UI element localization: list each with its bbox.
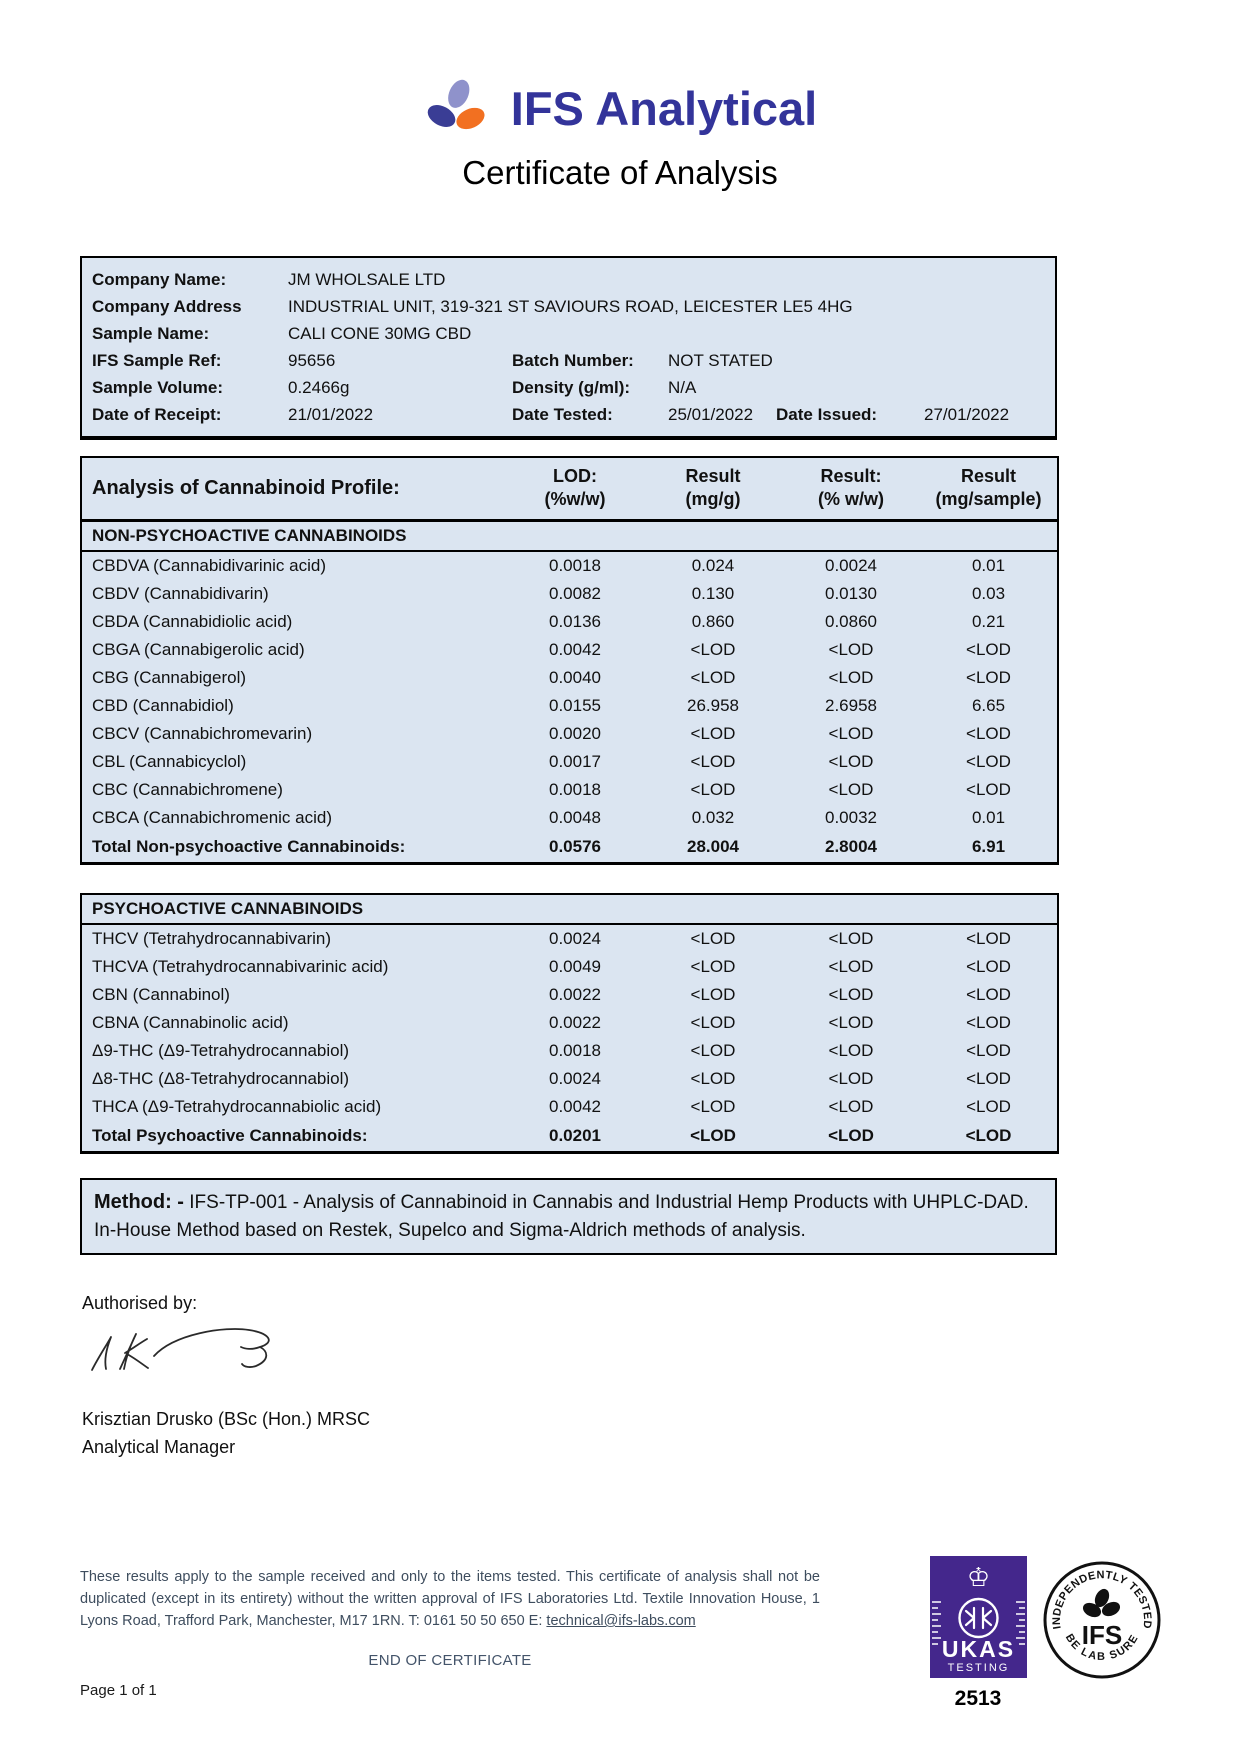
table-row bbox=[81, 580, 1058, 608]
table-row bbox=[81, 1093, 1058, 1121]
result-mgsample: <LOD bbox=[966, 1068, 1011, 1088]
column-header-lod: LOD: (%w/w) bbox=[506, 457, 644, 520]
info-row-company-name bbox=[92, 266, 1055, 293]
result-pww: <LOD bbox=[828, 1040, 874, 1060]
company-address-label: Company Address bbox=[92, 297, 242, 316]
table-row bbox=[81, 953, 1058, 981]
ifs-sample-ref-label: IFS Sample Ref: bbox=[92, 351, 222, 370]
company-name-label: Company Name: bbox=[92, 270, 227, 289]
compound-name: CBNA (Cannabinolic acid) bbox=[92, 1012, 289, 1032]
lod-value: 0.0018 bbox=[549, 555, 601, 575]
result-mgsample: <LOD bbox=[966, 1012, 1011, 1032]
date-issued-value: 27/01/2022 bbox=[924, 405, 1010, 424]
compound-name: CBDV (Cannabidivarin) bbox=[92, 583, 269, 603]
result-mgsample: <LOD bbox=[966, 956, 1011, 976]
lod-value: 0.0048 bbox=[549, 807, 601, 827]
stamp-ifs-wordmark: IFS bbox=[1081, 1620, 1123, 1650]
lod-value: 0.0136 bbox=[549, 611, 601, 631]
ukas-testing-label: TESTING bbox=[947, 1662, 1009, 1674]
table-row bbox=[81, 981, 1058, 1009]
date-tested-value: 25/01/2022 bbox=[668, 405, 754, 424]
result-pww: 0.0032 bbox=[825, 807, 877, 827]
total-row-nonpsychoactive bbox=[81, 832, 1058, 864]
authoriser-block bbox=[82, 1405, 1240, 1461]
lod-value: 0.0022 bbox=[549, 1012, 601, 1032]
table-row bbox=[81, 924, 1058, 953]
result-pww: 0.0130 bbox=[825, 583, 877, 603]
lod-value: 0.0042 bbox=[549, 1096, 601, 1116]
method-text: IFS-TP-001 - Analysis of Cannabinoid in Cannabis and Industrial Hemp Products with UHPLC-DAD. In-House Method based on Restek, Supelco and Sigma-Aldrich methods of analysis. bbox=[94, 1191, 1029, 1241]
sample-volume-value: 0.2466g bbox=[288, 378, 350, 397]
total-lod: 0.0576 bbox=[549, 836, 601, 856]
result-mgsample: <LOD bbox=[966, 723, 1011, 743]
compound-name: CBC (Cannabichromene) bbox=[92, 779, 283, 799]
table-row bbox=[81, 776, 1058, 804]
ukas-accreditation bbox=[928, 1556, 1028, 1711]
column-header-result-mgsample: Result (mg/sample) bbox=[920, 457, 1058, 520]
section-header-psychoactive: PSYCHOACTIVE CANNABINOIDS bbox=[81, 894, 1058, 924]
lod-value: 0.0022 bbox=[549, 984, 601, 1004]
lod-value: 0.0042 bbox=[549, 639, 601, 659]
section-header-row bbox=[81, 894, 1058, 924]
result-pww: <LOD bbox=[828, 956, 874, 976]
result-mgsample: 0.01 bbox=[971, 807, 1006, 827]
lod-value: 0.0020 bbox=[549, 723, 601, 743]
compound-name: Δ8-THC (Δ8-Tetrahydrocannabiol) bbox=[92, 1068, 350, 1088]
ukas-accreditation-number: 2513 bbox=[954, 1687, 1002, 1710]
compound-name: CBDA (Cannabidiolic acid) bbox=[92, 611, 293, 631]
result-pww: <LOD bbox=[828, 779, 874, 799]
result-mgg: <LOD bbox=[690, 639, 736, 659]
result-mgg: <LOD bbox=[690, 928, 736, 948]
brand-header bbox=[0, 0, 1240, 140]
result-mgsample: 0.01 bbox=[971, 555, 1006, 575]
contact-email-link[interactable]: technical@ifs-labs.com bbox=[546, 1613, 696, 1629]
date-receipt-value: 21/01/2022 bbox=[288, 405, 374, 424]
result-pww: <LOD bbox=[828, 639, 874, 659]
result-pww: <LOD bbox=[828, 1068, 874, 1088]
lod-value: 0.0018 bbox=[549, 779, 601, 799]
table-header-row bbox=[81, 457, 1058, 520]
ifs-sample-ref-value: 95656 bbox=[288, 351, 336, 370]
table-row bbox=[81, 804, 1058, 832]
result-mgg: <LOD bbox=[690, 984, 736, 1004]
result-pww: <LOD bbox=[828, 928, 874, 948]
lod-value: 0.0024 bbox=[549, 928, 601, 948]
total-label: Total Non-psychoactive Cannabinoids: bbox=[92, 836, 406, 856]
compound-name: CBD (Cannabidiol) bbox=[92, 695, 234, 715]
density-value: N/A bbox=[668, 378, 697, 397]
result-mgsample: <LOD bbox=[966, 639, 1011, 659]
result-mgg: <LOD bbox=[690, 1068, 736, 1088]
result-pww: <LOD bbox=[828, 1012, 874, 1032]
table-row bbox=[81, 608, 1058, 636]
table-row bbox=[81, 692, 1058, 720]
sample-name-value: CALI CONE 30MG CBD bbox=[288, 324, 472, 343]
result-mgg: 26.958 bbox=[687, 695, 739, 715]
result-mgsample: 0.21 bbox=[971, 611, 1006, 631]
compound-name: THCV (Tetrahydrocannabivarin) bbox=[92, 928, 332, 948]
compound-name: CBDVA (Cannabidivarinic acid) bbox=[92, 555, 327, 575]
section-header-row bbox=[81, 520, 1058, 551]
total-pww: <LOD bbox=[828, 1125, 874, 1145]
total-mgg: <LOD bbox=[690, 1125, 736, 1145]
compound-name: CBN (Cannabinol) bbox=[92, 984, 230, 1004]
result-mgg: <LOD bbox=[690, 667, 736, 687]
ifs-trefoil-logo-icon bbox=[423, 76, 497, 140]
batch-number-label: Batch Number: bbox=[512, 351, 634, 370]
total-mgsample: 6.91 bbox=[971, 836, 1006, 856]
lod-value: 0.0017 bbox=[549, 751, 601, 771]
end-of-certificate: END OF CERTIFICATE bbox=[368, 1652, 532, 1669]
result-pww: 0.0860 bbox=[825, 611, 877, 631]
sample-volume-label: Sample Volume: bbox=[92, 378, 223, 397]
total-row-psychoactive bbox=[81, 1121, 1058, 1153]
result-mgg: <LOD bbox=[690, 956, 736, 976]
sample-name-label: Sample Name: bbox=[92, 324, 210, 343]
date-issued-label: Date Issued: bbox=[776, 405, 878, 424]
info-row-sample-name bbox=[92, 320, 1055, 347]
compound-name: CBG (Cannabigerol) bbox=[92, 667, 247, 687]
compound-name: CBL (Cannabicyclol) bbox=[92, 751, 247, 771]
result-mgsample: <LOD bbox=[966, 667, 1011, 687]
info-row-dates bbox=[92, 401, 1055, 428]
result-mgsample: <LOD bbox=[966, 1096, 1011, 1116]
lod-value: 0.0155 bbox=[549, 695, 601, 715]
result-mgg: 0.860 bbox=[691, 611, 735, 631]
stamp-top-text: INDEPENDENTLY TESTED bbox=[1050, 1569, 1154, 1630]
result-pww: <LOD bbox=[828, 1096, 874, 1116]
info-row-company-address bbox=[92, 293, 1055, 320]
signature-icon bbox=[84, 1322, 299, 1384]
result-mgg: <LOD bbox=[690, 723, 736, 743]
total-pww: 2.8004 bbox=[825, 836, 877, 856]
table-title: Analysis of Cannabinoid Profile: bbox=[81, 457, 506, 520]
column-header-result-pww: Result: (% w/w) bbox=[782, 457, 920, 520]
compound-name: THCVA (Tetrahydrocannabivarinic acid) bbox=[92, 956, 389, 976]
signature bbox=[84, 1322, 1240, 1389]
result-mgg: <LOD bbox=[690, 751, 736, 771]
compound-name: Δ9-THC (Δ9-Tetrahydrocannabiol) bbox=[92, 1040, 350, 1060]
company-address-value: INDUSTRIAL UNIT, 319-321 ST SAVIOURS ROAD, LEICESTER LE5 4HG bbox=[288, 297, 853, 316]
compound-name: CBGA (Cannabigerolic acid) bbox=[92, 639, 305, 659]
total-mgg: 28.004 bbox=[687, 836, 739, 856]
independently-tested-stamp-icon bbox=[1042, 1560, 1162, 1680]
result-mgg: <LOD bbox=[690, 1012, 736, 1032]
result-pww: <LOD bbox=[828, 751, 874, 771]
result-mgsample: <LOD bbox=[966, 984, 1011, 1004]
total-lod: 0.0201 bbox=[549, 1125, 601, 1145]
ifs-stamp bbox=[1042, 1560, 1162, 1685]
result-mgg: <LOD bbox=[690, 1096, 736, 1116]
table-row bbox=[81, 551, 1058, 580]
authorised-by-label: Authorised by: bbox=[82, 1292, 198, 1313]
total-label: Total Psychoactive Cannabinoids: bbox=[92, 1125, 368, 1145]
table-row bbox=[81, 664, 1058, 692]
page-number: Page 1 of 1 bbox=[80, 1682, 157, 1699]
lod-value: 0.0049 bbox=[549, 956, 601, 976]
info-row-sample-ref bbox=[92, 347, 1055, 374]
table-row bbox=[81, 1065, 1058, 1093]
cannabinoid-table-nonpsychoactive bbox=[80, 456, 1059, 865]
lod-value: 0.0082 bbox=[549, 583, 601, 603]
table-row bbox=[81, 748, 1058, 776]
sample-info-panel bbox=[80, 256, 1057, 440]
result-mgg: <LOD bbox=[690, 1040, 736, 1060]
result-mgsample: <LOD bbox=[966, 751, 1011, 771]
compound-name: CBCA (Cannabichromenic acid) bbox=[92, 807, 332, 827]
result-mgg: 0.130 bbox=[691, 583, 735, 603]
compound-name: THCA (Δ9-Tetrahydrocannabiolic acid) bbox=[92, 1096, 382, 1116]
ukas-wordmark: UKAS bbox=[941, 1636, 1015, 1662]
table-row bbox=[81, 720, 1058, 748]
section-header-nonpsychoactive: NON-PSYCHOACTIVE CANNABINOIDS bbox=[81, 520, 1058, 551]
authoriser-name: Krisztian Drusko (BSc (Hon.) MRSC bbox=[82, 1408, 371, 1429]
lod-value: 0.0024 bbox=[549, 1068, 601, 1088]
result-mgsample: <LOD bbox=[966, 1040, 1011, 1060]
date-tested-label: Date Tested: bbox=[512, 405, 613, 424]
lod-value: 0.0018 bbox=[549, 1040, 601, 1060]
compound-name: CBCV (Cannabichromevarin) bbox=[92, 723, 313, 743]
stamp-bottom-text: BE LAB SURE bbox=[1062, 1631, 1142, 1663]
authoriser-role: Analytical Manager bbox=[82, 1436, 236, 1457]
date-receipt-label: Date of Receipt: bbox=[92, 405, 222, 424]
cannabinoid-table-psychoactive bbox=[80, 893, 1059, 1154]
result-pww: <LOD bbox=[828, 984, 874, 1004]
result-mgsample: 6.65 bbox=[971, 695, 1006, 715]
method-box bbox=[80, 1178, 1057, 1255]
result-mgsample: <LOD bbox=[966, 928, 1011, 948]
result-mgg: <LOD bbox=[690, 779, 736, 799]
result-mgsample: 0.03 bbox=[971, 583, 1006, 603]
disclaimer-text bbox=[80, 1566, 820, 1632]
total-mgsample: <LOD bbox=[965, 1125, 1012, 1145]
disclaimer-body: These results apply to the sample received and only to the items tested. This certificate of analysis shall not be duplicated (except in its entirety) without the written approval of IFS Laboratories Ltd. Textile Innovation House, 1 Lyons Road, Trafford Park, Manchester, M17 1RN. T: 0161 50 50 650 E: bbox=[80, 1569, 820, 1629]
ukas-testing-logo-icon bbox=[930, 1556, 1027, 1678]
result-mgg: 0.032 bbox=[691, 807, 735, 827]
crown-icon: ♔ bbox=[966, 1563, 990, 1593]
density-label: Density (g/ml): bbox=[512, 378, 631, 397]
batch-number-value: NOT STATED bbox=[668, 351, 773, 370]
lod-value: 0.0040 bbox=[549, 667, 601, 687]
result-mgg: 0.024 bbox=[691, 555, 735, 575]
document-title: Certificate of Analysis bbox=[462, 154, 778, 191]
table-row bbox=[81, 1037, 1058, 1065]
brand-name: IFS Analytical bbox=[510, 81, 818, 135]
result-pww: 0.0024 bbox=[825, 555, 877, 575]
table-row bbox=[81, 1009, 1058, 1037]
column-header-result-mgg: Result (mg/g) bbox=[644, 457, 782, 520]
result-pww: <LOD bbox=[828, 723, 874, 743]
company-name-value: JM WHOLSALE LTD bbox=[288, 270, 446, 289]
result-pww: <LOD bbox=[828, 667, 874, 687]
info-row-sample-volume bbox=[92, 374, 1055, 401]
method-label: Method: - bbox=[94, 1190, 184, 1213]
result-pww: 2.6958 bbox=[825, 695, 877, 715]
table-row bbox=[81, 636, 1058, 664]
result-mgsample: <LOD bbox=[966, 779, 1011, 799]
